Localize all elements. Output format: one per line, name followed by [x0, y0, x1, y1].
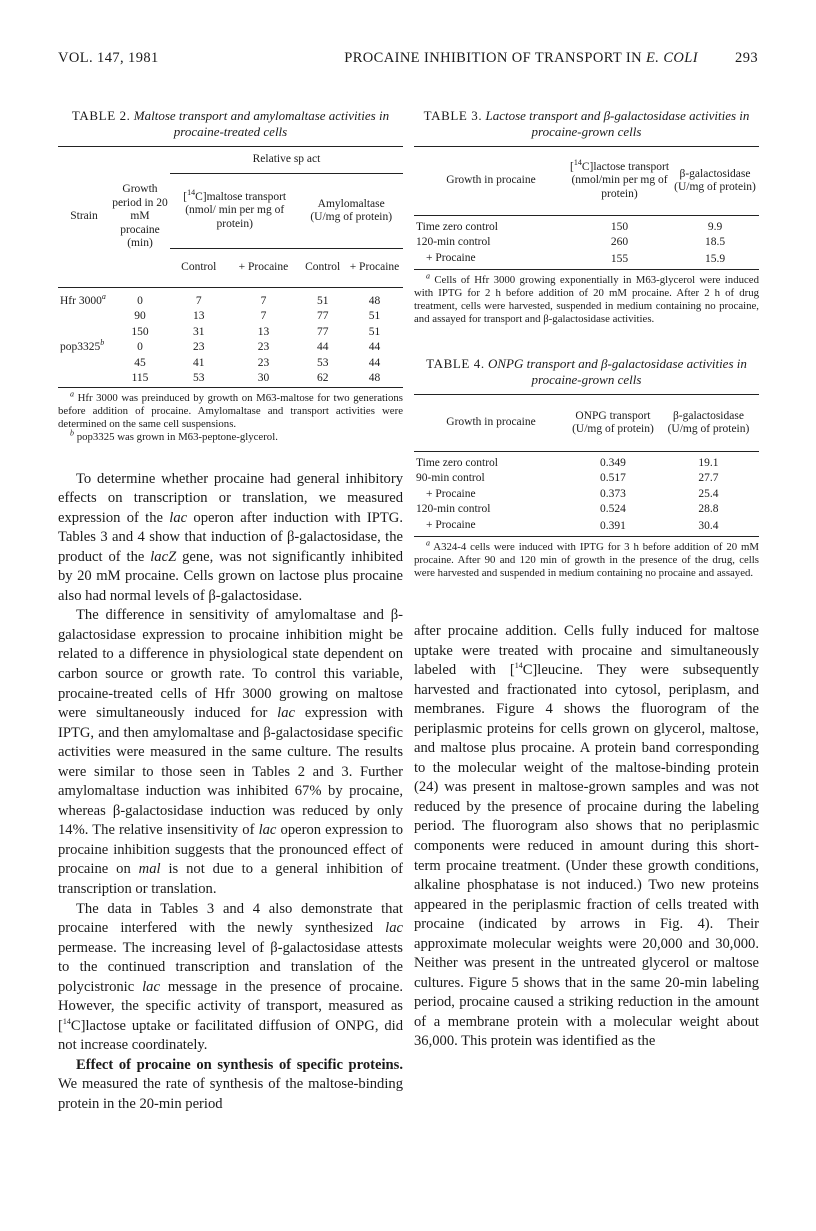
table-2-grid: [58, 146, 403, 388]
col-growth: Growth in procaine: [446, 416, 536, 429]
table-row: + Procaine 0.373 25.4: [426, 487, 719, 500]
sub-control: Control: [170, 249, 227, 288]
table-row: Time zero control 0.349 19.1: [416, 456, 719, 469]
table-4-grid: [414, 394, 759, 537]
table-3-caption: TABLE 3. Lactose transport and β-galactosidase activities in procaine-grown cells: [423, 108, 750, 139]
page-number: 293: [735, 50, 758, 66]
table-row: 90-min control 0.517 27.7: [416, 472, 719, 484]
left-column: [58, 108, 403, 1115]
col-bgal: β-galactosidase (U/mg of protein): [674, 167, 756, 193]
table-row: Time zero control 150 9.9: [416, 220, 723, 233]
table-row: + Procaine 0.391 30.4: [414, 518, 759, 537]
table-4: [414, 356, 759, 580]
col-amylomaltase: Amylomaltase (U/mg of protein): [299, 174, 403, 249]
table-row: Hfr 3000$^a$ 0 7 7 51 48: [60, 291, 381, 307]
table-row: 115 53 30 62 48: [58, 371, 403, 387]
volume-label: VOL. 147, 1981: [58, 50, 159, 66]
col-strain: Strain: [58, 147, 110, 288]
col-growth-period: Growth period in 20 mM procaine (min): [110, 147, 170, 288]
sub-control: Control: [299, 249, 346, 288]
table-row: 150 31 13 77 51: [131, 325, 381, 338]
table-row: 120-min control 260 18.5: [416, 236, 726, 248]
table-3-grid: [414, 146, 759, 270]
paragraph: Effect of procaine on synthesis of specific proteins. We measured the rate of synthesis of the maltose-binding protein in the 20-min period: [58, 1056, 403, 1112]
left-body-text: [58, 470, 403, 1115]
col-onpg-transport: ONPG transport (U/mg of protein): [572, 409, 654, 435]
table-row: 45 41 23 53 44: [134, 356, 381, 369]
table-row: 120-min control 0.524 28.8: [416, 503, 719, 515]
sub-procaine: + Procaine: [227, 249, 299, 288]
table-4-footnote: $^a$ A324-4 cells were induced with IPTG for 3 h before addition of 20 mM procaine. After 90 and 120 min of growth in the presence of the drug, cells were harvested and suspended in medium containing no procaine and assayed.: [414, 538, 759, 579]
col-maltose-transport: [$^{14}$C]maltose transport (nmol/ min per mg of protein): [170, 174, 299, 249]
paragraph: The data in Tables 3 and 4 also demonstrate that procaine interfered with the newly synthesized lac permease. The increasing level of β-galactosidase attests to the continued transcription and translation of the polycistronic lac message in the presence of procaine. However, the specific activity of transport, measured as [$^{14}$C]lactose uptake or facilitated diffusion of ONPG, did not increase coordinately.: [58, 900, 403, 1054]
table-2-footnotes: $^a$ Hfr 3000 was preinduced by growth on M63-maltose for two generations before addition of procaine. Amylomaltase and transport activities were determined on the same cell suspensions. $^b$ pop3325 was grown in M63-peptone-glycerol.: [58, 388, 403, 443]
paragraph: after procaine addition. Cells fully induced for maltose uptake were treated with procaine and simultaneously labeled with [$^{14}$C]leucine. They were subsequently harvested and fractionated into cytosol, periplasm, and membranes. Figure 4 shows the fluorogram of the periplasmic proteins for cells grown on glycerol, maltose, and maltose plus procaine. A protein band corresponding to the molecular weight of the maltose-binding protein (24) was present in maltose-grown samples and was not reduced by the presence of procaine during the labeling period. The fluorogram also shows that no periplasmic components were reduced in amount during this short-term procaine treatment. (Under these growth conditions, alkaline phosphatase is not induced.) Two new proteins appeared in the periplasmic fraction of cells treated with procaine (indicated by arrows in Fig. 4). Their approximate molecular weights were 20,000 and 30,000. Neither was present in the untreated glycerol or maltose cultures. Figure 5 shows that in the same 20-min labeling period, procaine caused a striking reduction in the amount of a membrane protein with a molecular weight about 36,000. This protein was identified as the: [414, 623, 759, 1050]
table-3-footnote: $^a$ Cells of Hfr 3000 growing exponentially in M63-glycerol were induced with IPTG for 2 h before addition of 20 mM procaine. After 2 h of drug treatment, cells were harvested, suspended in medium containing no procaine, and assayed for transport and β-galactosidase activities.: [414, 271, 759, 325]
sub-procaine: + Procaine: [346, 249, 403, 288]
col-growth: Growth in procaine: [446, 174, 536, 187]
table-row: 90 13 7 77 51: [134, 310, 381, 322]
paragraph: The difference in sensitivity of amylomaltase and β-galactosidase expression to procaine inhibition might be related to a difference in physiological state dependent on carbon source or growth rate. To control this variable, procaine-treated cells of Hfr 3000 growing on maltose were simultaneously induced for lac expression with IPTG, and then amylomaltase and β-galactosidase specific activities were measured in the same culture. The results were similar to those seen in Tables 2 and 3. Further amylomaltase induction was inhibited 67% by procaine, whereas β-galactosidase induction was reduced by only 14%. The relative insensitivity of lac operon expression to procaine inhibition suggests that the pronounced effect of procaine on mal is not due to a general inhibition of transcription or translation.: [58, 607, 404, 897]
table-row: pop3325$^b$ 0 23 23 44 44: [60, 338, 381, 353]
table-2: [58, 108, 403, 444]
table-row: + Procaine 155 15.9: [414, 251, 759, 270]
right-column: [414, 108, 759, 1052]
running-title: PROCAINE INHIBITION OF TRANSPORT IN E. COLI: [344, 50, 698, 66]
table-4-caption: TABLE 4. ONPG transport and β-galactosidase activities in procaine-grown cells: [426, 356, 747, 387]
col-lactose-transport: [$^{14}$C]lactose transport (nmol/min per mg of protein): [570, 157, 670, 200]
table-3: [414, 108, 759, 326]
paragraph: To determine whether procaine had general inhibitory effects on transcription or translation, we measured expression of the lac operon after induction with IPTG. Tables 3 and 4 show that induction of β-galactosidase, the product of the lacZ gene, was not significantly inhibited by 20 mM procaine. Cells grown on lactose plus procaine also had normal levels of β-galactosidase.: [58, 470, 404, 604]
right-body-text: [414, 622, 759, 1052]
col-bgal: β-galactosidase (U/mg of protein): [667, 409, 750, 435]
table-2-caption: TABLE 2. Maltose transport and amylomaltase activities in procaine-treated cells: [71, 108, 390, 139]
running-header: [58, 50, 758, 74]
col-relative-sp-act: Relative sp act: [170, 147, 403, 174]
